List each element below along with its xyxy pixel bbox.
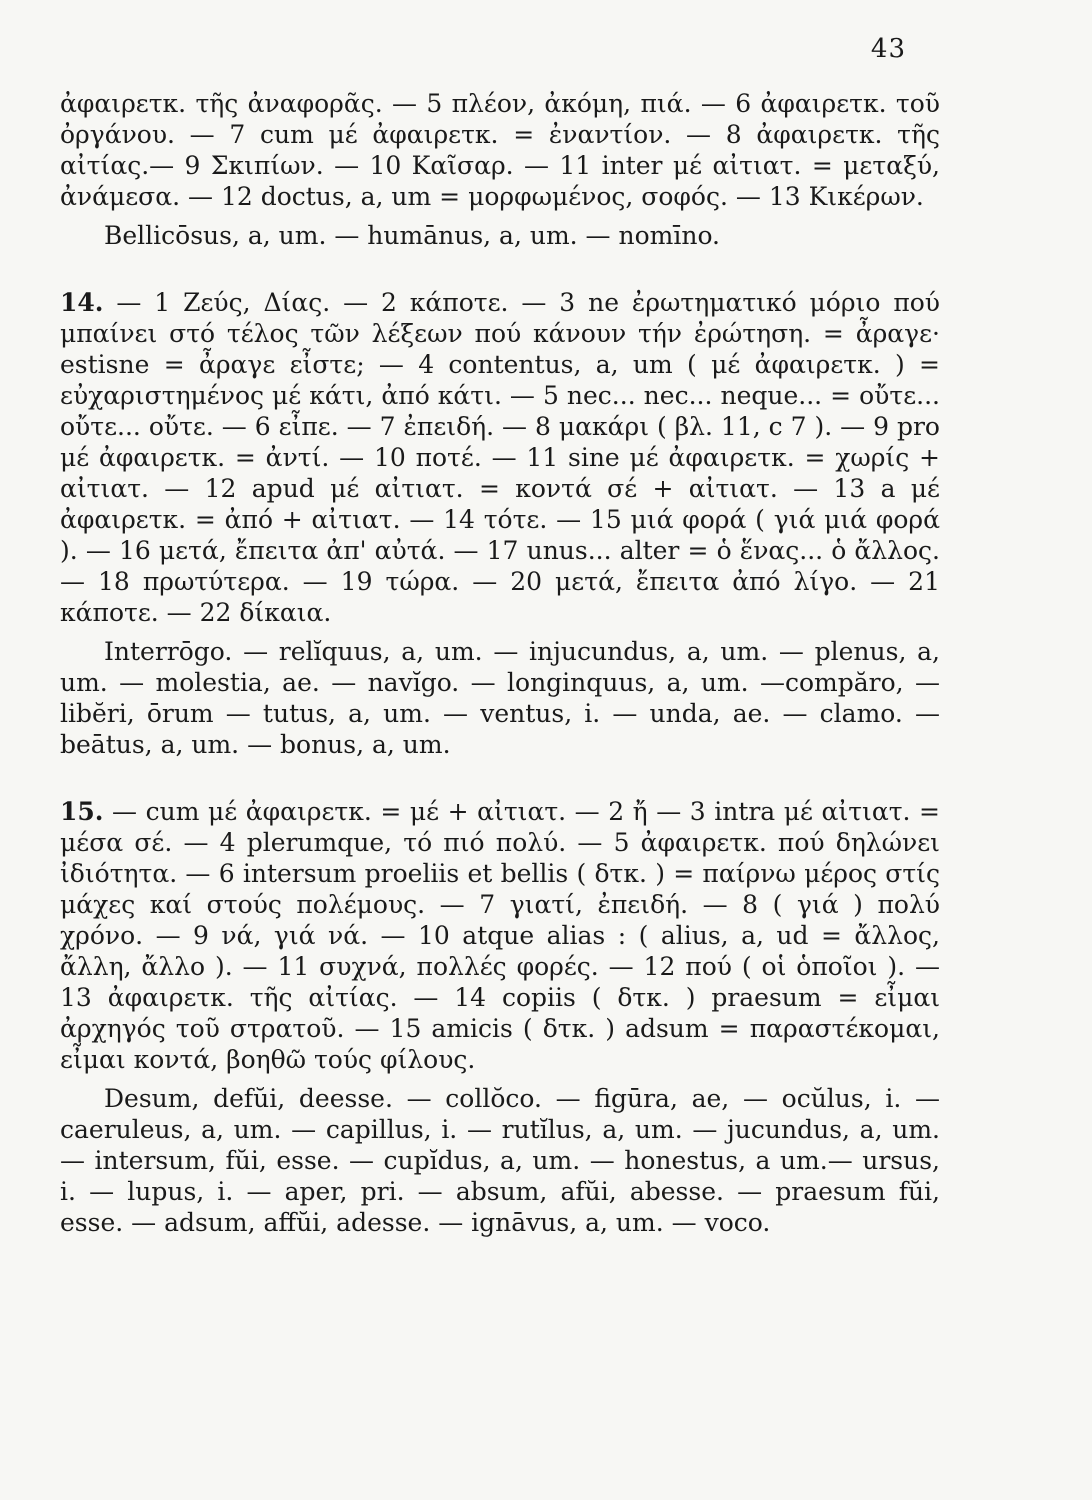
section-number-15: 15. bbox=[60, 797, 104, 826]
vocabulary-list-14: Interrōgo. — relĭquus, a, um. — injucundus, a, um. — plenus, a, um. — molestia, ae. — navĭgo. — longinquus, a, um. —compăro, — libĕri, ōrum — tutus, a, um. — ventus, i. — unda, ae. — clamo. — beātus, a, um. — bonus, a, um. bbox=[60, 637, 940, 759]
vocabulary-list-13: Bellicōsus, a, um. — humānus, a, um. — nomīno. bbox=[104, 221, 721, 250]
notes-paragraph-14 bbox=[60, 287, 940, 628]
vocabulary-list-15: Desum, defŭi, deesse. — collŏco. — figūra, ae, — ocŭlus, i. — caeruleus, a, um. — capillus, i. — rutĭlus, a, um. — jucundus, a, um. — intersum, fŭi, esse. — cupĭdus, a, um. — honestus, a um.— ursus, i. — lupus, i. — aper, pri. — absum, afŭi, abesse. — praesum fŭi, esse. — adsum, affŭi, adesse. — ignāvus, a, um. — voco. bbox=[60, 1084, 940, 1237]
page-number: 43 bbox=[870, 34, 906, 64]
notes-paragraph-13 bbox=[60, 88, 940, 212]
section-number-14: 14. bbox=[60, 288, 104, 317]
notes-text-15: — cum μέ ἀφαιρετκ. = μέ + αἰτιατ. — 2 ἤ — 3 intra μέ αἰτιατ. = μέσα σέ. — 4 plerumque, τό πιό πολύ. — 5 ἀφαιρετκ. πού δηλώνει ἰδιότητα. — 6 intersum proeliis et bellis ( δτκ. ) = παίρνω μέρος στίς μάχες καί στούς πολέμους. — 7 γιατί, ἐπειδή. — 8 ( γιά ) πολύ χρόνο. — 9 νά, γιά νά. — 10 atque alias : ( alius, a, ud = ἄλλος, ἄλλη, ἄλλο ). — 11 συχνά, πολλές φορές. — 12 πού ( οἱ ὁποῖοι ). — 13 ἀφαιρετκ. τῆς αἰτίας. — 14 copiis ( δτκ. ) praesum = εἶμαι ἀρχηγός τοῦ στρατοῦ. — 15 amicis ( δτκ. ) adsum = παραστέκομαι, εἶμαι κοντά, βοηθῶ τούς φίλους. bbox=[60, 797, 940, 1074]
notes-text-13: ἀφαιρετκ. τῆς ἀναφορᾶς. — 5 πλέον, ἀκόμη, πιά. — 6 ἀφαιρετκ. τοῦ ὀργάνου. — 7 cum μέ ἀφαιρετκ. = ἐναντίον. — 8 ἀφαιρετκ. τῆς αἰτίας.— 9 Σκιπίων. — 10 Καῖσαρ. — 11 inter μέ αἰτιατ. = μεταξύ, ἀνάμεσα. — 12 doctus, a, um = μορφωμένος, σοφός. — 13 Κικέρων. bbox=[60, 89, 940, 211]
notes-paragraph-15 bbox=[60, 796, 940, 1075]
notes-text-14: — 1 Ζεύς, Δίας. — 2 κάποτε. — 3 ne ἐρωτηματικό μόριο πού μπαίνει στό τέλος τῶν λέξεων πού κάνουν τήν ἐρώτηση. = ἆραγε· estisne = ἆραγε εἶστε; — 4 contentus, a, um ( μέ ἀφαιρετκ. ) = εὐχαριστημένος μέ κάτι, ἀπό κάτι. — 5 nec... nec... neque... = οὔτε... οὔτε... οὔτε. — 6 εἶπε. — 7 ἐπειδή. — 8 μακάρι ( βλ. 11, c 7 ). — 9 pro μέ ἀφαιρετκ. = ἀντί. — 10 ποτέ. — 11 sine μέ ἀφαιρετκ. = χωρίς + αἰτιατ. — 12 apud μέ αἰτιατ. = κοντά σέ + αἰτιατ. — 13 a μέ ἀφαιρετκ. = ἀπό + αἰτιατ. — 14 τότε. — 15 μιά φορά ( γιά μιά φορά ). — 16 μετά, ἔπειτα ἀπ' αὐτά. — 17 unus... alter = ὁ ἕνας... ὁ ἄλλος. — 18 πρωτύτερα. — 19 τώρα. — 20 μετά, ἔπειτα ἀπό λίγο. — 21 κάποτε. — 22 δίκαια. bbox=[60, 288, 940, 627]
page-content bbox=[60, 88, 940, 1238]
